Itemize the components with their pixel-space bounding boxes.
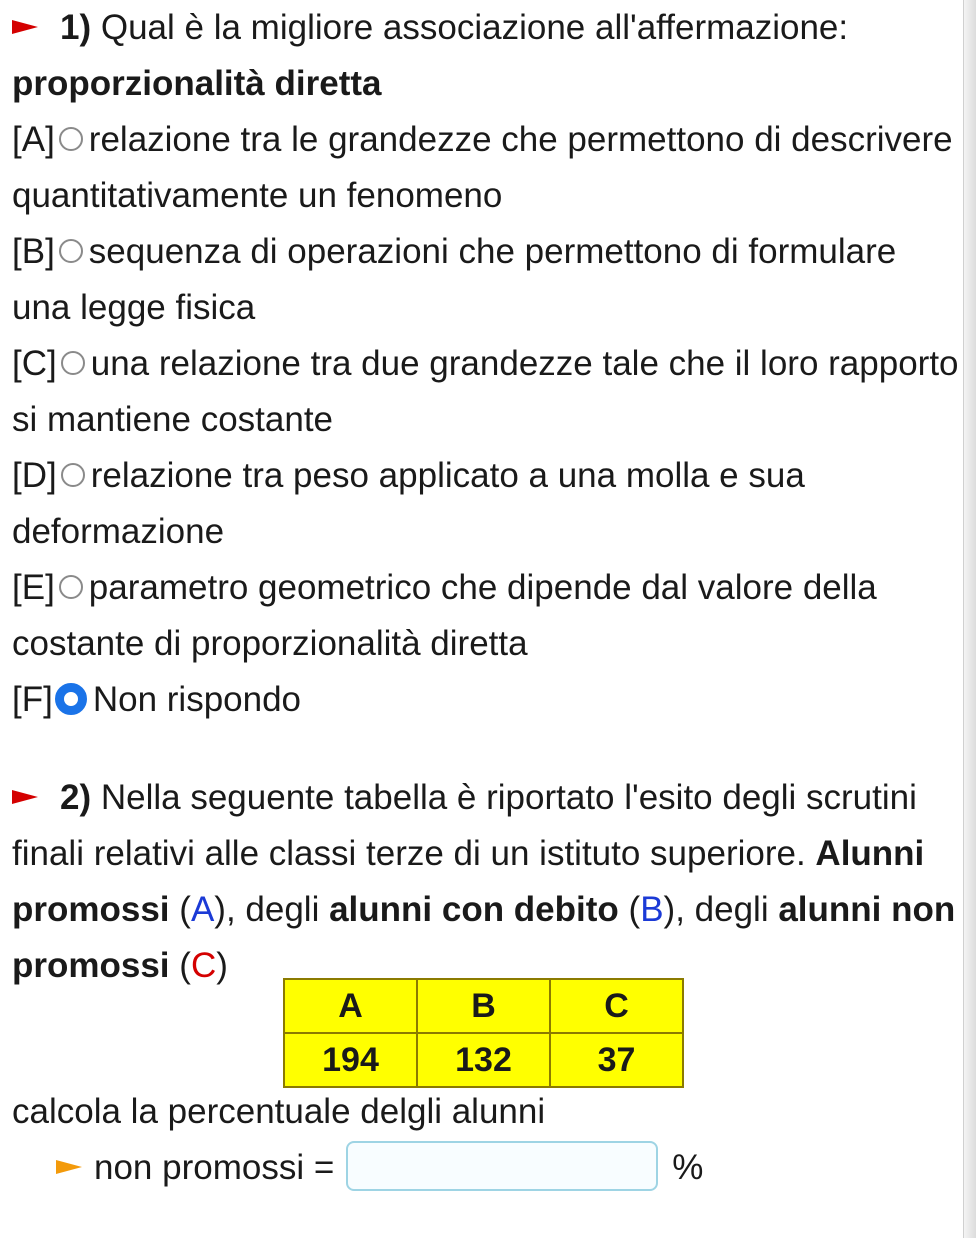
- play-arrow-icon: [12, 20, 38, 34]
- answer-input[interactable]: [346, 1141, 658, 1191]
- table-cell: 194: [284, 1033, 417, 1087]
- option-text: relazione tra peso applicato a una molla e sua deformazione: [12, 456, 805, 551]
- option-b[interactable]: [12, 224, 962, 336]
- term-debt: alunni con debito: [329, 890, 619, 929]
- letter-a: A: [190, 890, 215, 929]
- answer-row: [56, 1140, 703, 1196]
- option-e[interactable]: [12, 560, 962, 672]
- option-label: [C]: [12, 344, 57, 383]
- question-text: Qual è la migliore associazione all'affermazione:: [100, 8, 849, 47]
- option-label: [D]: [12, 456, 57, 495]
- answer-label: non promossi =: [94, 1148, 335, 1187]
- unit-label: %: [672, 1148, 704, 1187]
- option-label: [F]: [12, 680, 53, 719]
- play-arrow-icon: [12, 790, 38, 804]
- option-text: una relazione tra due grandezze tale che il loro rapporto si mantiene costante: [12, 344, 959, 439]
- radio-button[interactable]: [59, 239, 83, 263]
- term-not-promoted: alunni non promossi: [12, 890, 956, 985]
- paren-close: ): [216, 946, 228, 985]
- table-header-row: [284, 979, 683, 1033]
- question-keyword: proporzionalità diretta: [12, 64, 382, 103]
- table-row: [284, 1033, 683, 1087]
- option-label: [B]: [12, 232, 55, 271]
- radio-button-selected[interactable]: [55, 683, 87, 715]
- table-header-cell: C: [550, 979, 683, 1033]
- radio-button[interactable]: [61, 351, 85, 375]
- option-text: sequenza di operazioni che permettono di formulare una legge fisica: [12, 232, 897, 327]
- paren-open: (: [169, 946, 191, 985]
- table-cell: 37: [550, 1033, 683, 1087]
- paren-open: (: [169, 890, 191, 929]
- calc-prompt: calcola la percentuale delgli alunni: [12, 1092, 546, 1131]
- term-promoted: Alunni promossi: [12, 834, 925, 929]
- option-text: Non rispondo: [92, 680, 302, 719]
- scrollbar-edge[interactable]: [963, 0, 976, 1238]
- question-2: [12, 770, 962, 994]
- radio-button[interactable]: [59, 127, 83, 151]
- option-label: [A]: [12, 120, 55, 159]
- letter-c: C: [190, 946, 217, 985]
- option-c[interactable]: [12, 336, 962, 448]
- letter-b: B: [640, 890, 664, 929]
- question-number: 1): [60, 8, 92, 47]
- radio-button[interactable]: [59, 575, 83, 599]
- option-text: parametro geometrico che dipende dal valore della costante di proporzionalità diretta: [12, 568, 877, 663]
- table-header-cell: A: [284, 979, 417, 1033]
- option-label: [E]: [12, 568, 55, 607]
- option-d[interactable]: [12, 448, 962, 560]
- question-number: 2): [60, 778, 92, 817]
- question-intro: Nella seguente tabella è riportato l'esito degli scrutini finali relativi alle classi terze di un istituto superiore.: [12, 778, 917, 873]
- option-a[interactable]: [12, 112, 962, 224]
- radio-button[interactable]: [61, 463, 85, 487]
- option-f[interactable]: [12, 672, 962, 728]
- table-cell: 132: [417, 1033, 550, 1087]
- table-header-cell: B: [417, 979, 550, 1033]
- option-text: relazione tra le grandezze che permettono di descrivere quantitativamente un fenomeno: [12, 120, 953, 215]
- play-arrow-icon: [56, 1160, 82, 1174]
- paren-open: (: [618, 890, 641, 929]
- paren-close-text: ), degli: [214, 890, 330, 929]
- paren-close-text: ), degli: [663, 890, 779, 929]
- results-table: [283, 978, 684, 1088]
- question-1: [12, 0, 962, 728]
